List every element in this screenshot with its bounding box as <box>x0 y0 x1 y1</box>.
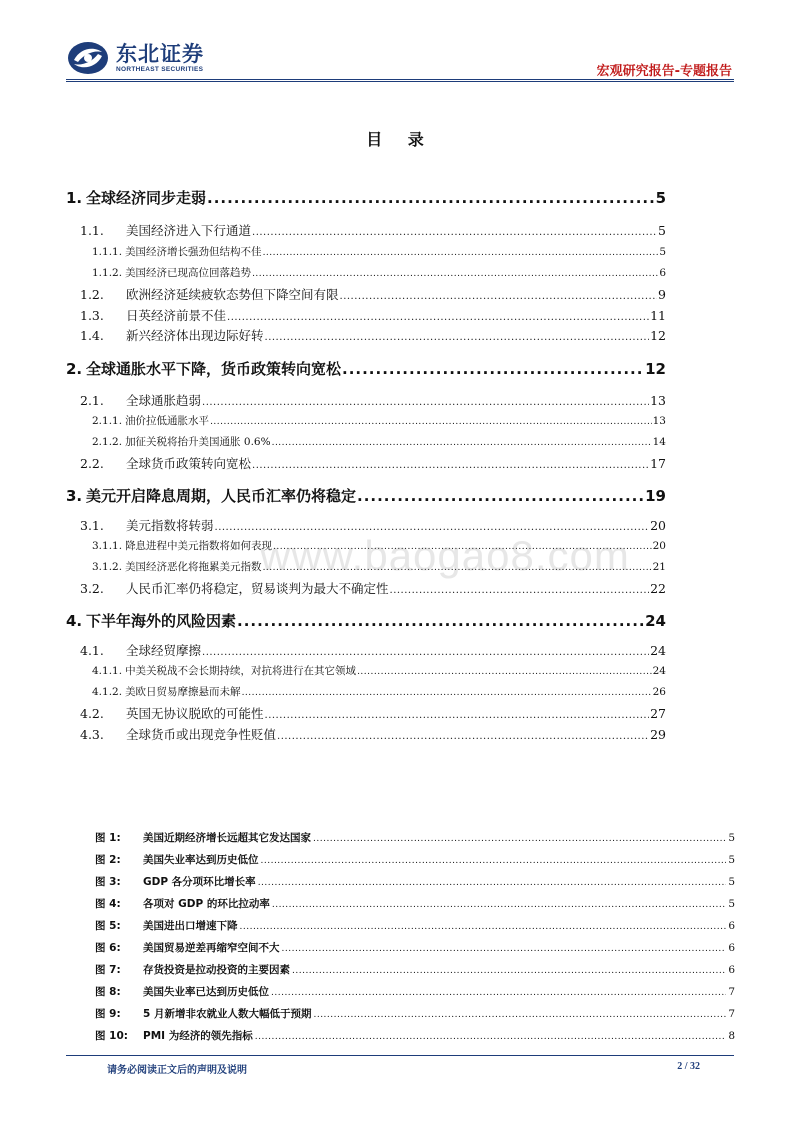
logo-emblem-icon <box>66 40 110 76</box>
figure-entry[interactable]: 图 6: 美国贸易逆差再缩窄空间不大 ..... 6 <box>95 940 735 955</box>
figure-entry[interactable]: 图 8: 美国失业率已达到历史低位 ..... 7 <box>95 984 735 999</box>
figure-entry[interactable]: 图 10: PMI 为经济的领先指标 ..... 8 <box>95 1028 735 1043</box>
figure-entry[interactable]: 图 3: GDP 各分项环比增长率 ..... 5 <box>95 874 735 889</box>
figure-entry[interactable]: 图 1: 美国近期经济增长远超其它发达国家 ..... 5 <box>95 830 735 845</box>
toc-entry[interactable]: 4.1.1. 中美关税战不会长期持续，对抗将进行在其它领域 ..... 24 <box>66 663 666 678</box>
header-divider-secondary <box>66 81 734 82</box>
toc-entry[interactable]: 4. 下半年海外的风险因素 ..... 24 <box>66 610 666 631</box>
toc-entry[interactable]: 4.1.2. 美欧日贸易摩擦悬而未解 ..... 26 <box>66 684 666 699</box>
toc-entry[interactable]: 2.1.1. 油价拉低通胀水平 ..... 13 <box>66 413 666 428</box>
toc-entry[interactable]: 2.2. 全球货币政策转向宽松 ..... 17 <box>66 454 666 472</box>
figure-entry[interactable]: 图 4: 各项对 GDP 的环比拉动率 ..... 5 <box>95 896 735 911</box>
page-indicator: 2 / 32 <box>677 1061 700 1072</box>
toc-entry[interactable]: 3.2. 人民币汇率仍将稳定，贸易谈判为最大不确定性 ..... 22 <box>66 579 666 597</box>
toc-entry[interactable]: 3. 美元开启降息周期，人民币汇率仍将稳定 ..... 19 <box>66 485 666 506</box>
footer-divider <box>66 1055 734 1056</box>
toc-entry[interactable]: 1.1. 美国经济进入下行通道 ..... 5 <box>66 221 666 239</box>
toc-entry[interactable]: 4.1. 全球经贸摩擦 ..... 24 <box>66 641 666 659</box>
toc-entry[interactable]: 1. 全球经济同步走弱 ..... 5 <box>66 187 666 208</box>
logo-chinese-name: 东北证券 <box>116 42 204 66</box>
watermark: www.baogao8.com <box>260 532 630 579</box>
figure-entry[interactable]: 图 9: 5 月新增非农就业人数大幅低于预期 ..... 7 <box>95 1006 735 1021</box>
figure-entry[interactable]: 图 2: 美国失业率达到历史低位 ..... 5 <box>95 852 735 867</box>
toc-entry[interactable]: 1.4. 新兴经济体出现边际好转 ..... 12 <box>66 326 666 344</box>
header-divider <box>66 79 734 80</box>
toc-title: 目 录 <box>366 130 434 149</box>
figure-entry[interactable]: 图 7: 存货投资是拉动投资的主要因素 ..... 6 <box>95 962 735 977</box>
disclaimer-notice: 请务必阅读正文后的声明及说明 <box>107 1065 247 1076</box>
toc-entry[interactable]: 2.1.2. 加征关税将抬升美国通胀 0.6% ..... 14 <box>66 434 666 449</box>
toc-entry[interactable]: 4.2. 英国无协议脱欧的可能性 ..... 27 <box>66 704 666 722</box>
toc-entry[interactable]: 3.1.1. 降息进程中美元指数将如何表现 ..... 20 <box>66 538 666 553</box>
toc-entry[interactable]: 2. 全球通胀水平下降，货币政策转向宽松 ..... 12 <box>66 358 666 379</box>
toc-entry[interactable]: 2.1. 全球通胀趋弱 ..... 13 <box>66 391 666 409</box>
toc-entry[interactable]: 3.1. 美元指数将转弱 ..... 20 <box>66 516 666 534</box>
toc-entry[interactable]: 1.3. 日英经济前景不佳 ..... 11 <box>66 306 666 324</box>
toc-entry[interactable]: 1.1.1. 美国经济增长强劲但结构不佳 ..... 5 <box>66 244 666 259</box>
report-type-label: 宏观研究报告-专题报告 <box>596 64 732 79</box>
figure-entry[interactable]: 图 5: 美国进出口增速下降 ..... 6 <box>95 918 735 933</box>
toc-entry[interactable]: 1.1.2. 美国经济已现高位回落趋势 ..... 6 <box>66 265 666 280</box>
toc-entry[interactable]: 1.2. 欧洲经济延续疲软态势但下降空间有限 ..... 9 <box>66 285 666 303</box>
company-logo <box>66 38 226 78</box>
toc-entry[interactable]: 3.1.2. 美国经济恶化将拖累美元指数 ..... 21 <box>66 559 666 574</box>
toc-entry[interactable]: 4.3. 全球货币或出现竞争性贬值 ..... 29 <box>66 725 666 743</box>
logo-english-name: NORTHEAST SECURITIES <box>116 66 204 73</box>
